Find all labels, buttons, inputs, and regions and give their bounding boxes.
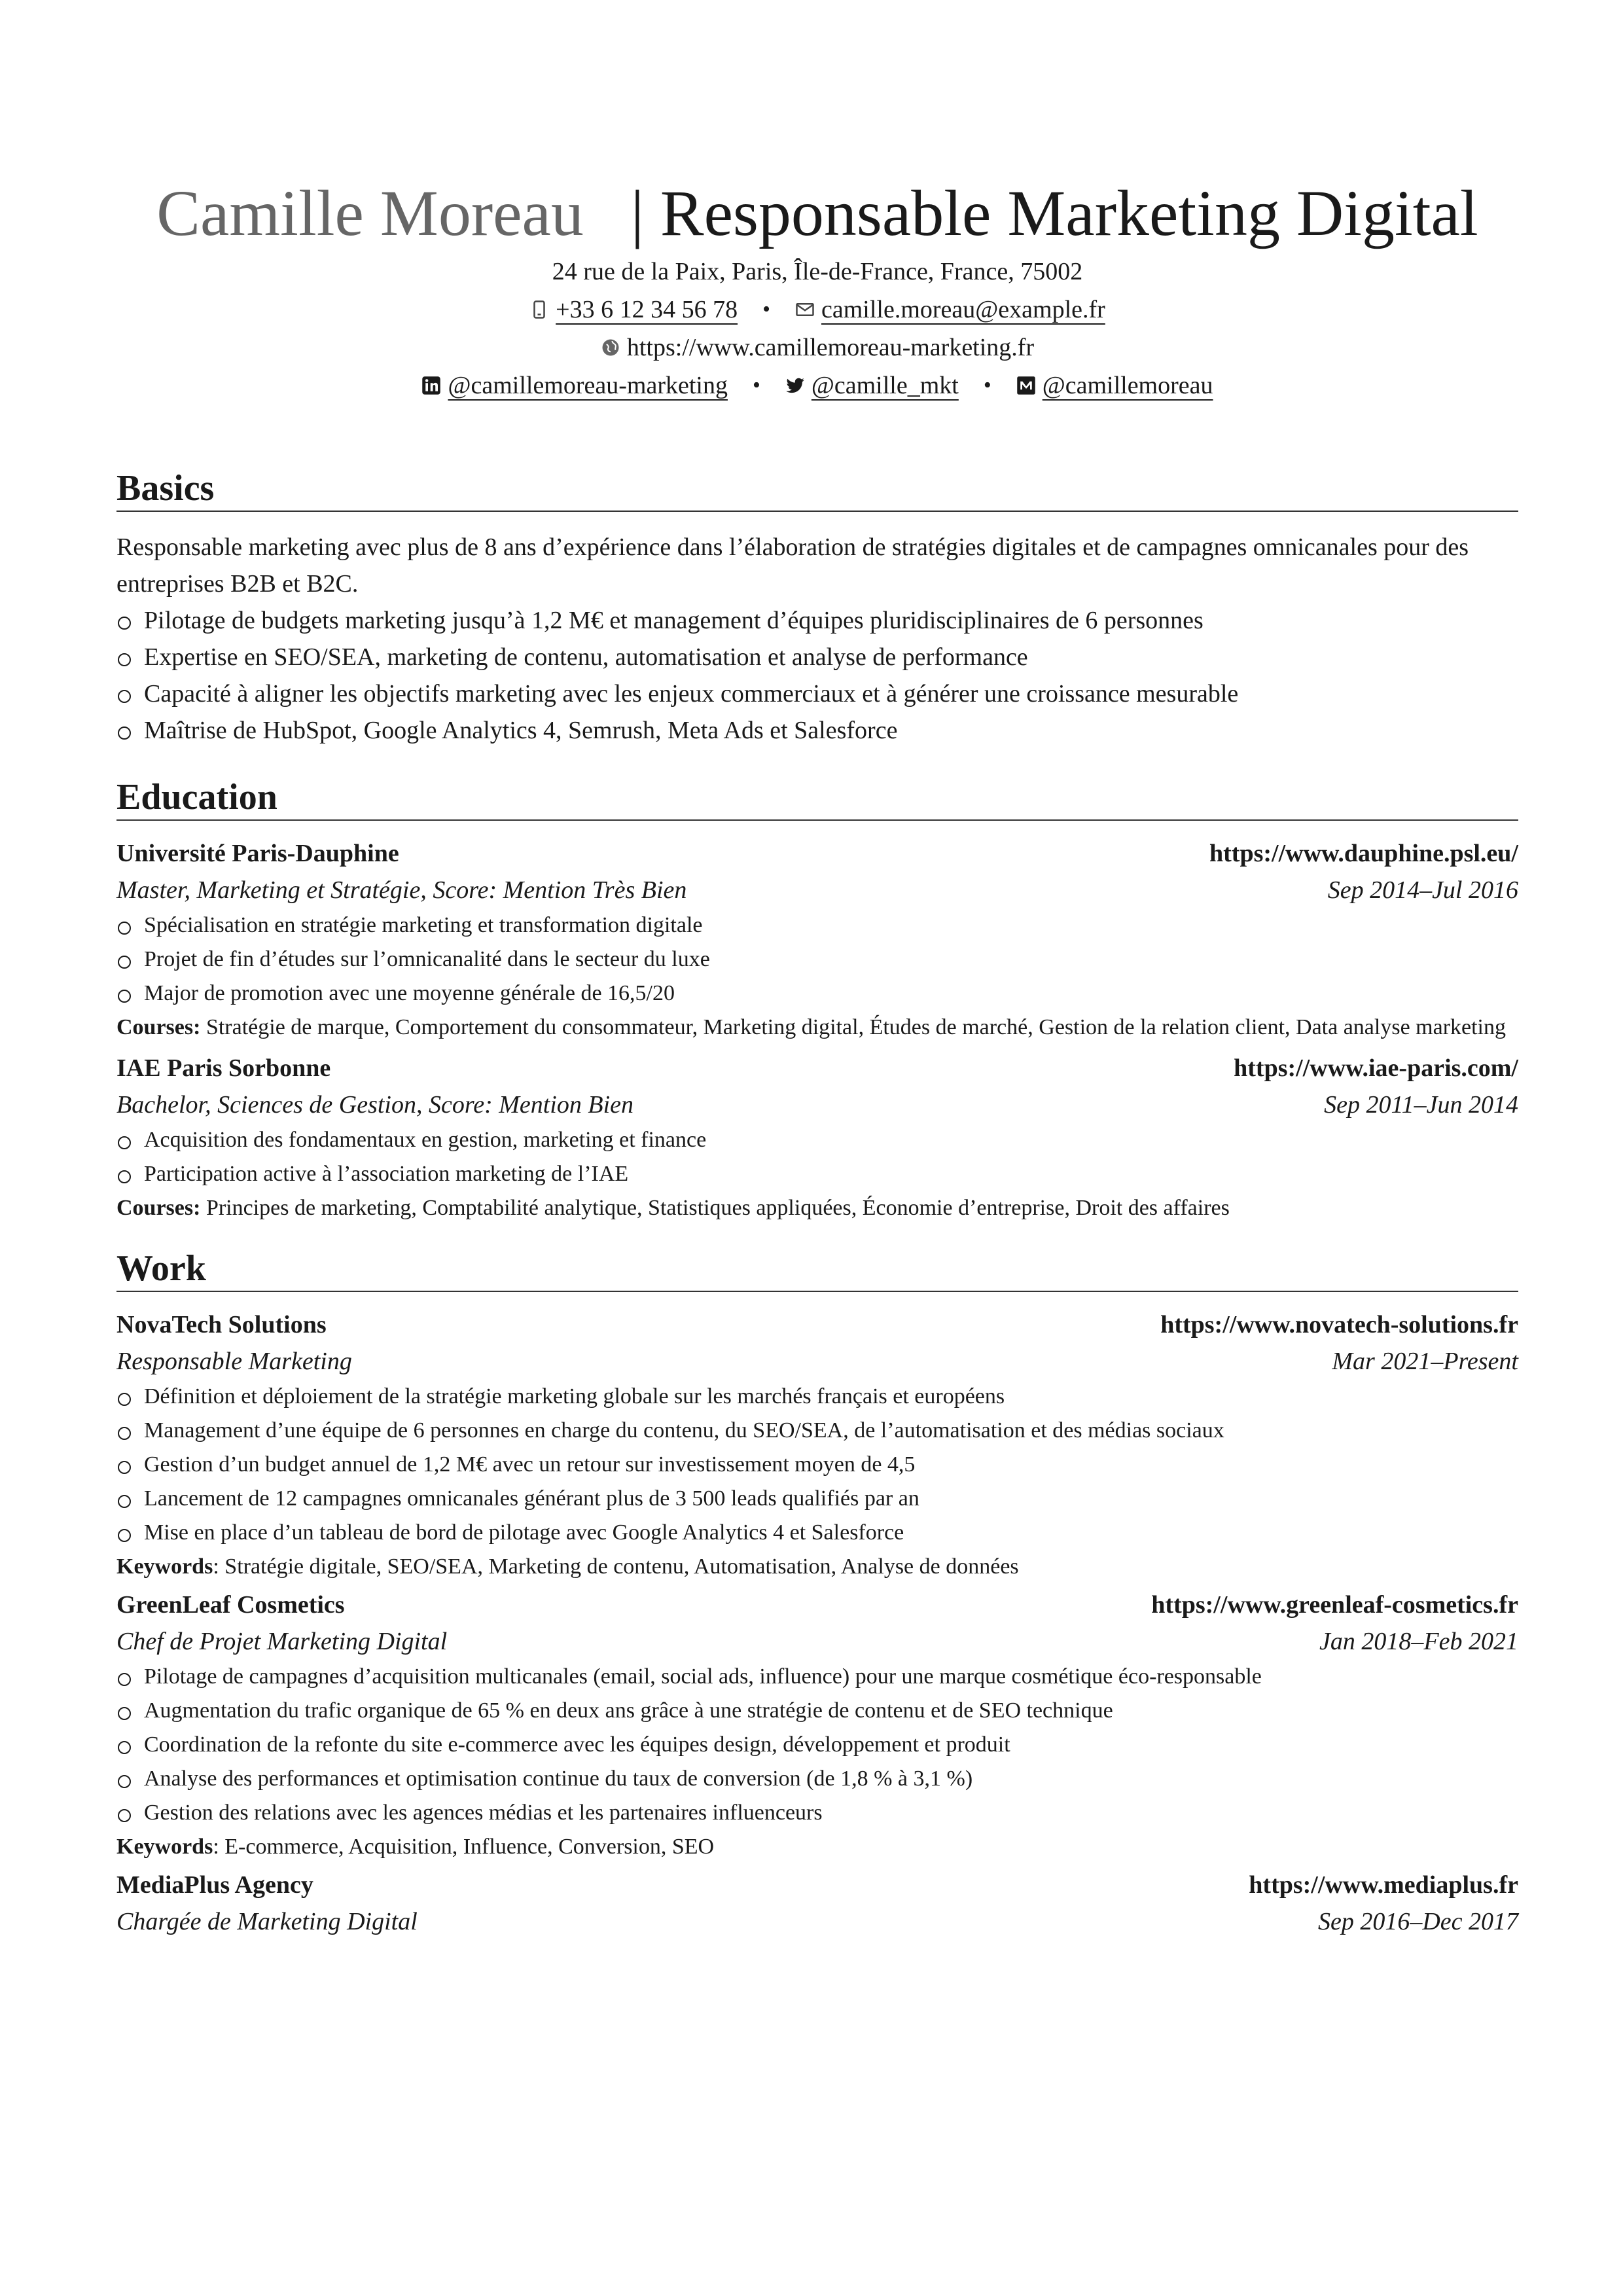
education-section	[116, 776, 1518, 1225]
dates: Jan 2018–Feb 2021	[1319, 1628, 1518, 1655]
contact-separator: •	[752, 373, 760, 397]
keywords-list: Stratégie digitale, SEO/SEA, Marketing de contenu, Automatisation, Analyse de données	[224, 1554, 1019, 1579]
medium-handle: @camillemoreau	[1042, 372, 1213, 399]
courses-list: Principes de marketing, Comptabilité analytique, Statistiques appliquées, Économie d’entreprise, Droit des affaires	[205, 1196, 1230, 1220]
list-item: Pilotage de campagnes d’acquisition multicanales (email, social ads, influence) pour une marque cosmétique éco-responsable	[116, 1660, 1518, 1694]
work-entry	[116, 1587, 1518, 1864]
education-entry	[116, 1050, 1518, 1225]
website-link[interactable]	[601, 329, 1034, 367]
courses-line: Courses: Stratégie de marque, Comportement du consommateur, Marketing digital, Études de marché, Gestion de la relation client, Data analyse marketing	[116, 1015, 1506, 1039]
list-item: Capacité à aligner les objectifs marketing avec les enjeux commerciaux et à générer une croissance mesurable	[116, 675, 1518, 712]
phone-link[interactable]	[529, 291, 738, 329]
keywords-label: Keywords	[116, 1554, 213, 1579]
resume-page	[116, 0, 1518, 1940]
position: Chargée de Marketing Digital	[116, 1908, 418, 1935]
company-url[interactable]: https://www.mediaplus.fr	[1249, 1871, 1518, 1899]
position: Responsable Marketing	[116, 1348, 352, 1375]
entry-header	[116, 1306, 1518, 1343]
name-title-line	[116, 178, 1518, 249]
list-item: Major de promotion avec une moyenne générale de 16,5/20	[116, 977, 1518, 1011]
contact-separator: •	[983, 373, 991, 397]
linkedin-icon	[421, 376, 441, 395]
work-entry	[116, 1867, 1518, 1940]
entry-header	[116, 1587, 1518, 1623]
dates: Sep 2016–Dec 2017	[1317, 1908, 1518, 1935]
position: Chef de Projet Marketing Digital	[116, 1628, 448, 1655]
institution-name: IAE Paris Sorbonne	[116, 1054, 331, 1082]
list-item: Management d’une équipe de 6 personnes en charge du contenu, du SEO/SEA, de l’automatisation et des médias sociaux	[116, 1414, 1518, 1448]
website-row	[116, 329, 1518, 367]
degree: Bachelor, Sciences de Gestion, Score: Mention Bien	[116, 1091, 634, 1119]
job-title: Responsable Marketing Digital	[660, 177, 1478, 249]
courses-line: Courses: Principes de marketing, Comptabilité analytique, Statistiques appliquées, Économie d’entreprise, Droit des affaires	[116, 1196, 1230, 1220]
address-row	[116, 253, 1518, 291]
phone-number: +33 6 12 34 56 78	[556, 296, 738, 323]
list-item: Acquisition des fondamentaux en gestion, marketing et finance	[116, 1123, 1518, 1157]
work-entry	[116, 1306, 1518, 1584]
linkedin-handle: @camillemoreau-marketing	[448, 372, 728, 399]
candidate-name: Camille Moreau	[156, 177, 584, 249]
mail-icon	[795, 300, 815, 319]
institution-url[interactable]: https://www.iae-paris.com/	[1234, 1054, 1518, 1082]
company-name: GreenLeaf Cosmetics	[116, 1591, 345, 1619]
twitter-icon	[785, 376, 805, 395]
dates: Sep 2014–Jul 2016	[1327, 876, 1518, 904]
dates: Mar 2021–Present	[1332, 1348, 1518, 1375]
contact-block	[116, 253, 1518, 404]
contact-separator: •	[762, 297, 771, 321]
work-highlights	[116, 1380, 1518, 1550]
entry-subheader	[116, 872, 1518, 908]
keywords-line: Keywords: Stratégie digitale, SEO/SEA, Marketing de contenu, Automatisation, Analyse de données	[116, 1554, 1019, 1579]
list-item: Maîtrise de HubSpot, Google Analytics 4, Semrush, Meta Ads et Salesforce	[116, 712, 1518, 749]
entry-subheader	[116, 1623, 1518, 1660]
phone-icon	[529, 300, 549, 319]
keywords-list: E-commerce, Acquisition, Influence, Conversion, SEO	[224, 1835, 715, 1859]
entry-header	[116, 1867, 1518, 1903]
entry-subheader	[116, 1086, 1518, 1123]
courses-label: Courses	[116, 1196, 194, 1220]
twitter-handle: @camille_mkt	[811, 372, 959, 399]
company-url[interactable]: https://www.novatech-solutions.fr	[1160, 1311, 1518, 1338]
courses-list: Stratégie de marque, Comportement du consommateur, Marketing digital, Études de marché, Gestion de la relation client, Data analyse marketing	[205, 1015, 1506, 1039]
globe-icon	[601, 338, 620, 357]
list-item: Pilotage de budgets marketing jusqu’à 1,2 M€ et management d’équipes pluridisciplinaires de 6 personnes	[116, 602, 1518, 639]
linkedin-link[interactable]	[421, 367, 727, 404]
section-heading-work: Work	[116, 1247, 1518, 1292]
website-url: https://www.camillemoreau-marketing.fr	[626, 334, 1035, 361]
entry-header	[116, 835, 1518, 872]
twitter-link[interactable]	[785, 367, 959, 404]
list-item: Gestion d’un budget annuel de 1,2 M€ avec un retour sur investissement moyen de 4,5	[116, 1448, 1518, 1482]
keywords-line: Keywords: E-commerce, Acquisition, Influence, Conversion, SEO	[116, 1835, 715, 1859]
company-url[interactable]: https://www.greenleaf-cosmetics.fr	[1151, 1591, 1518, 1619]
education-highlights	[116, 1123, 1518, 1191]
company-name: MediaPlus Agency	[116, 1871, 313, 1899]
section-heading-education: Education	[116, 776, 1518, 821]
list-item: Augmentation du trafic organique de 65 % en deux ans grâce à une stratégie de contenu et de SEO technique	[116, 1694, 1518, 1728]
work-section	[116, 1247, 1518, 1940]
list-item: Analyse des performances et optimisation continue du taux de conversion (de 1,8 % à 3,1 %)	[116, 1762, 1518, 1796]
degree: Master, Marketing et Stratégie, Score: Mention Très Bien	[116, 876, 687, 904]
basics-highlights	[116, 602, 1518, 749]
resume-header	[116, 0, 1518, 404]
keywords-label: Keywords	[116, 1835, 213, 1859]
list-item: Lancement de 12 campagnes omnicanales générant plus de 3 500 leads qualifiés par an	[116, 1482, 1518, 1516]
medium-link[interactable]	[1016, 367, 1213, 404]
email-link[interactable]	[795, 291, 1105, 329]
list-item: Expertise en SEO/SEA, marketing de contenu, automatisation et analyse de performance	[116, 639, 1518, 675]
institution-url[interactable]: https://www.dauphine.psl.eu/	[1209, 840, 1518, 867]
entry-subheader	[116, 1903, 1518, 1940]
section-heading-basics: Basics	[116, 467, 1518, 512]
email-address: camille.moreau@example.fr	[821, 296, 1105, 323]
company-name: NovaTech Solutions	[116, 1311, 327, 1338]
social-row	[116, 367, 1518, 404]
list-item: Spécialisation en stratégie marketing et transformation digitale	[116, 908, 1518, 942]
list-item: Mise en place d’un tableau de bord de pilotage avec Google Analytics 4 et Salesforce	[116, 1516, 1518, 1550]
basics-summary: Responsable marketing avec plus de 8 ans d’expérience dans l’élaboration de stratégies digitales et de campagnes omnicanales pour des entreprises B2B et B2C.	[116, 533, 1469, 598]
education-entry	[116, 835, 1518, 1045]
list-item: Gestion des relations avec les agences médias et les partenaires influenceurs	[116, 1796, 1518, 1830]
title-separator: |	[630, 177, 644, 249]
list-item: Définition et déploiement de la stratégie marketing globale sur les marchés français et européens	[116, 1380, 1518, 1414]
address: 24 rue de la Paix, Paris, Île-de-France, France, 75002	[552, 258, 1083, 285]
entry-subheader	[116, 1343, 1518, 1380]
basics-section	[116, 467, 1518, 749]
entry-header	[116, 1050, 1518, 1086]
education-highlights	[116, 908, 1518, 1011]
dates: Sep 2011–Jun 2014	[1324, 1091, 1518, 1119]
courses-label: Courses	[116, 1015, 194, 1039]
list-item: Participation active à l’association marketing de l’IAE	[116, 1157, 1518, 1191]
list-item: Projet de fin d’études sur l’omnicanalité dans le secteur du luxe	[116, 942, 1518, 977]
work-highlights	[116, 1660, 1518, 1830]
list-item: Coordination de la refonte du site e-commerce avec les équipes design, développement et produit	[116, 1728, 1518, 1762]
institution-name: Université Paris-Dauphine	[116, 840, 399, 867]
medium-icon	[1016, 376, 1036, 395]
phone-email-row	[116, 291, 1518, 329]
